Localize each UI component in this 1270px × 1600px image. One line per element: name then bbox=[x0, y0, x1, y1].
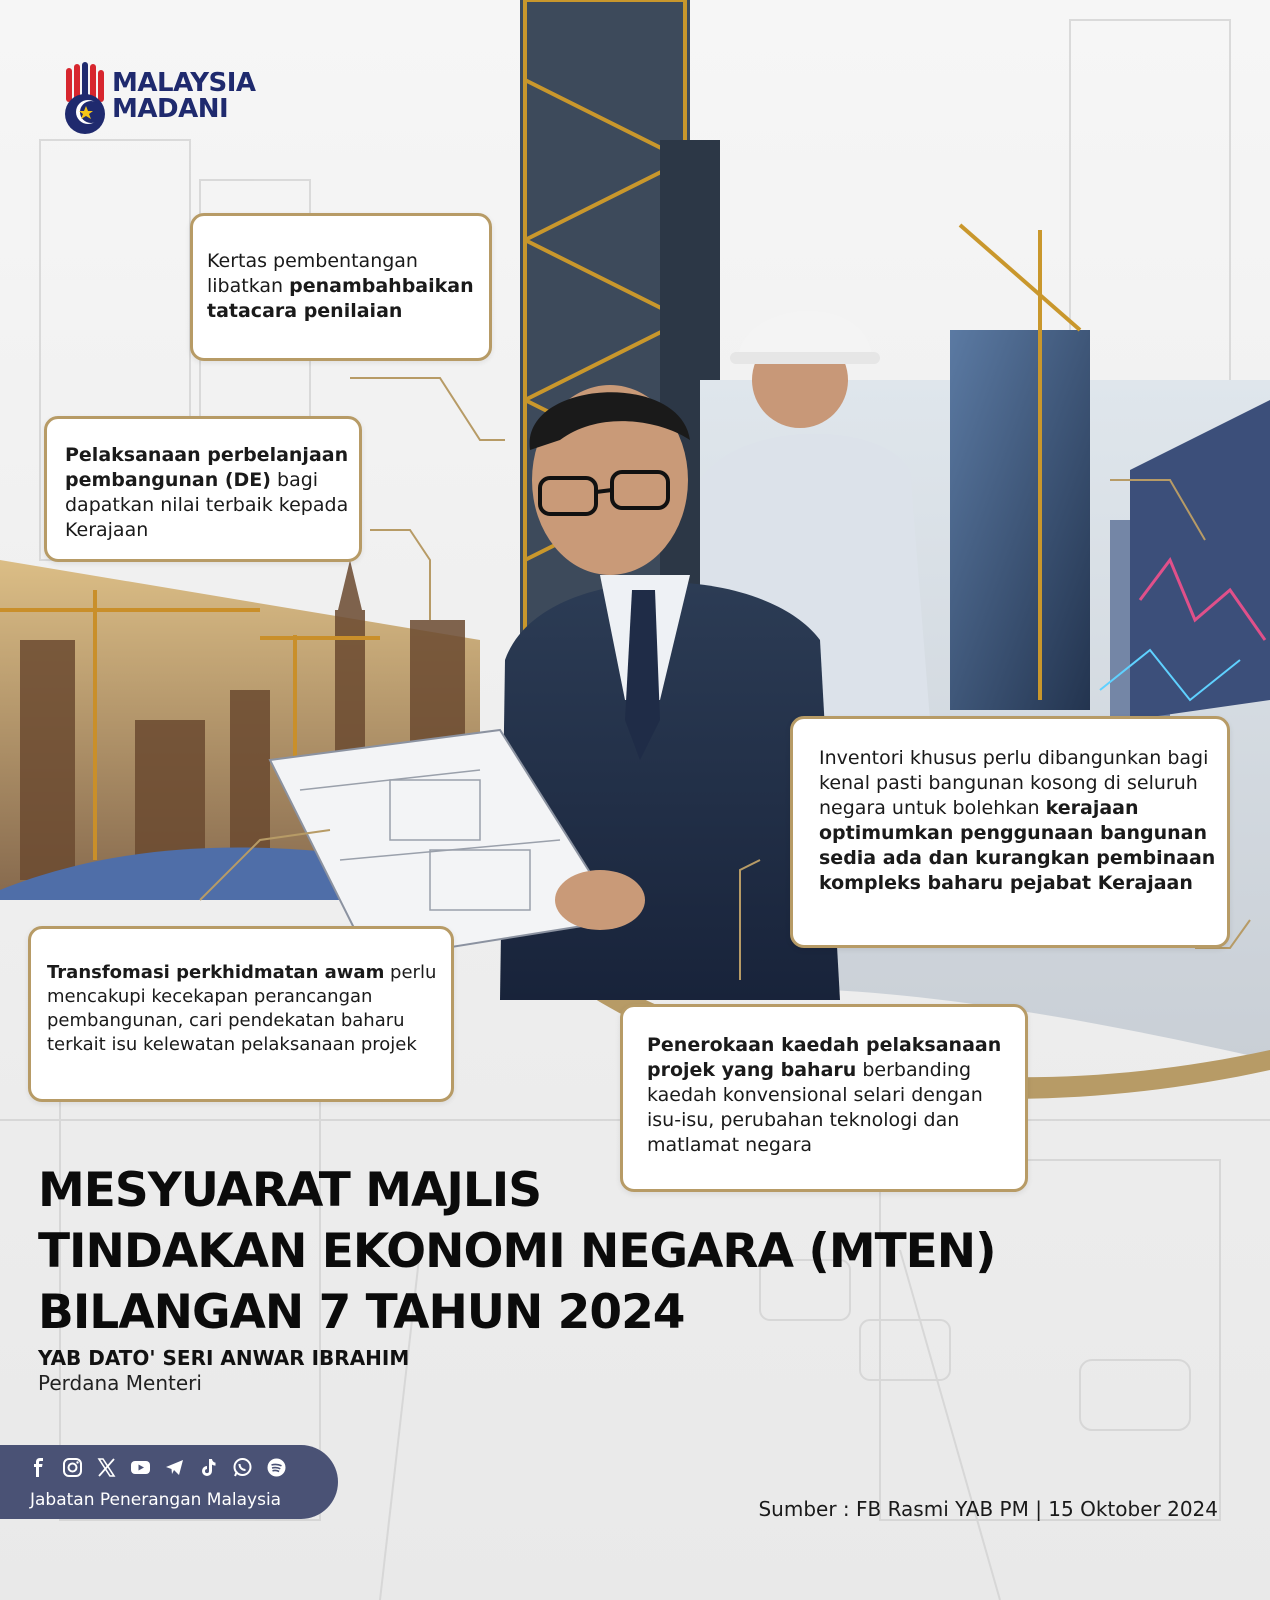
title-line-3: BILANGAN 7 TAHUN 2024 bbox=[38, 1285, 685, 1340]
callout-text-tail: berbanding kaedah konvensional selari dengan isu-isu, perubahan teknologi dan matlamat negara bbox=[647, 1059, 983, 1156]
x-icon[interactable] bbox=[96, 1457, 117, 1478]
main-title bbox=[38, 1160, 1038, 1343]
callout-highlight: Penerokaan kaedah pelaksanaan projek yang baharu bbox=[647, 1034, 1002, 1081]
facebook-icon[interactable] bbox=[28, 1457, 49, 1478]
callout-inventori bbox=[790, 716, 1230, 948]
callout-text-tail: perlu mencakupi kecekapan perancangan pembangunan, cari pendekatan baharu terkait isu kelewatan pelaksanaan projek bbox=[47, 962, 437, 1055]
callout-highlight: penambahbaikan tatacara penilaian bbox=[207, 275, 474, 322]
social-links bbox=[28, 1457, 287, 1478]
telegram-icon[interactable] bbox=[164, 1457, 185, 1478]
agency-name: Jabatan Penerangan Malaysia bbox=[30, 1490, 282, 1510]
tiktok-icon[interactable] bbox=[198, 1457, 219, 1478]
callout-highlight: kerajaan optimumkan penggunaan bangunan sedia ada dan kurangkan pembinaan kompleks baharu pejabat Kerajaan bbox=[819, 797, 1216, 894]
callout-transformasi bbox=[28, 926, 454, 1102]
title-line-1: MESYUARAT MAJLIS bbox=[38, 1163, 542, 1218]
spotify-icon[interactable] bbox=[266, 1457, 287, 1478]
callout-penambahbaikan bbox=[190, 213, 492, 361]
title-line-2: TINDAKAN EKONOMI NEGARA (MTEN) bbox=[38, 1224, 996, 1279]
speaker-name: YAB DATO' SERI ANWAR IBRAHIM bbox=[38, 1346, 410, 1370]
source-credit: Sumber : FB Rasmi YAB PM | 15 Oktober 2024 bbox=[758, 1497, 1218, 1521]
whatsapp-icon[interactable] bbox=[232, 1457, 253, 1478]
callout-text-tail: bagi dapatkan nilai terbaik kepada Kerajaan bbox=[65, 469, 349, 541]
logo-line-madani: MADANI bbox=[112, 94, 229, 124]
callout-text: Inventori khusus perlu dibangunkan bagi kenal pasti bangunan kosong di seluruh negara untuk bolehkan bbox=[819, 747, 1209, 819]
youtube-icon[interactable] bbox=[130, 1457, 151, 1478]
footer-agency-bar bbox=[0, 1445, 338, 1519]
speaker-credit bbox=[38, 1346, 409, 1396]
speaker-role: Perdana Menteri bbox=[38, 1371, 202, 1395]
callout-text: Kertas pembentangan libatkan bbox=[207, 250, 418, 297]
callout-perbelanjaan bbox=[44, 416, 362, 562]
logo-line-malaysia: MALAYSIA bbox=[112, 68, 256, 98]
instagram-icon[interactable] bbox=[62, 1457, 83, 1478]
callout-highlight: Transfomasi perkhidmatan awam bbox=[47, 962, 385, 983]
callout-highlight: Pelaksanaan perbelanjaan pembangunan (DE) bbox=[65, 444, 349, 491]
